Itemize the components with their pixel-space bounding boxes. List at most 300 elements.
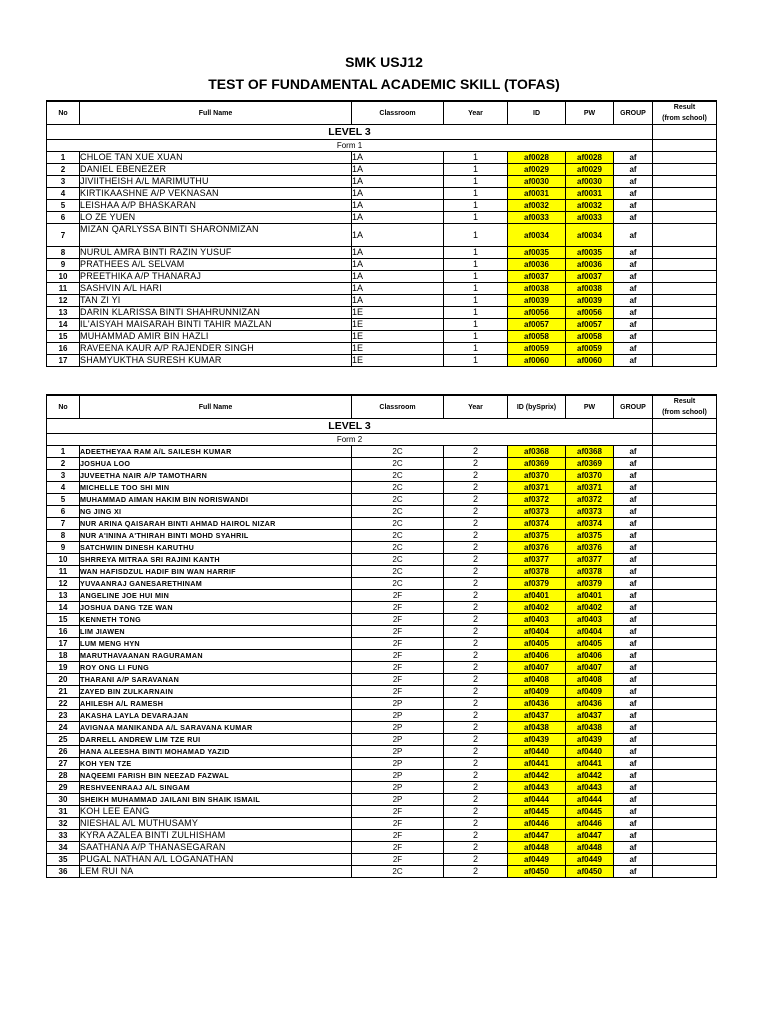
year-cell: 2 <box>444 794 508 806</box>
row-no: 18 <box>47 650 80 662</box>
result-cell <box>653 200 717 212</box>
group-cell: af <box>614 152 653 164</box>
classroom-cell: 2C <box>352 446 444 458</box>
id-cell: af0372 <box>508 494 566 506</box>
id-cell: af0447 <box>508 830 566 842</box>
year-cell: 2 <box>444 830 508 842</box>
table-row <box>47 590 717 602</box>
pw-cell: af0038 <box>566 283 614 295</box>
table-row <box>47 734 717 746</box>
result-blank <box>653 125 717 140</box>
group-cell: af <box>614 614 653 626</box>
header-id: ID <box>508 101 566 125</box>
student-name: MARUTHAVAANAN RAGURAMAN <box>80 650 352 662</box>
year-cell: 2 <box>444 698 508 710</box>
table-row <box>47 319 717 331</box>
result-cell <box>653 295 717 307</box>
table-row <box>47 200 717 212</box>
table-row <box>47 782 717 794</box>
group-cell: af <box>614 164 653 176</box>
classroom-cell: 1A <box>352 188 444 200</box>
classroom-cell: 2P <box>352 734 444 746</box>
row-no: 12 <box>47 295 80 307</box>
header-group: GROUP <box>614 101 653 125</box>
id-cell: af0437 <box>508 710 566 722</box>
row-no: 25 <box>47 734 80 746</box>
group-cell: af <box>614 518 653 530</box>
result-cell <box>653 782 717 794</box>
group-cell: af <box>614 446 653 458</box>
group-cell: af <box>614 818 653 830</box>
table-row <box>47 446 717 458</box>
id-cell: af0407 <box>508 662 566 674</box>
student-name: TAN ZI YI <box>80 295 352 307</box>
table-row <box>47 176 717 188</box>
classroom-cell: 2F <box>352 854 444 866</box>
pw-cell: af0448 <box>566 842 614 854</box>
form-label: Form 1 <box>47 140 653 152</box>
row-no: 14 <box>47 319 80 331</box>
id-cell: af0369 <box>508 458 566 470</box>
student-name: SHEIKH MUHAMMAD JAILANI BIN SHAIK ISMAIL <box>80 794 352 806</box>
year-cell: 1 <box>444 295 508 307</box>
group-cell: af <box>614 686 653 698</box>
student-name: PUGAL NATHAN A/L LOGANATHAN <box>80 854 352 866</box>
row-no: 6 <box>47 506 80 518</box>
result-cell <box>653 319 717 331</box>
student-name: LEISHAA A/P BHASKARAN <box>80 200 352 212</box>
id-cell: af0058 <box>508 331 566 343</box>
year-cell: 2 <box>444 578 508 590</box>
student-name: KENNETH TONG <box>80 614 352 626</box>
classroom-cell: 1A <box>352 247 444 259</box>
classroom-cell: 2C <box>352 518 444 530</box>
student-name: NAQEEMI FARISH BIN NEEZAD FAZWAL <box>80 770 352 782</box>
table-row <box>47 662 717 674</box>
pw-cell: af0401 <box>566 590 614 602</box>
year-cell: 2 <box>444 770 508 782</box>
group-cell: af <box>614 638 653 650</box>
student-name: KOH LEE EANG <box>80 806 352 818</box>
result-cell <box>653 686 717 698</box>
table-row <box>47 602 717 614</box>
table-row <box>47 212 717 224</box>
year-cell: 1 <box>444 224 508 247</box>
year-cell: 2 <box>444 854 508 866</box>
result-cell <box>653 722 717 734</box>
pw-cell: af0447 <box>566 830 614 842</box>
student-name: ANGELINE JOE HUI MIN <box>80 590 352 602</box>
group-cell: af <box>614 770 653 782</box>
pw-cell: af0379 <box>566 578 614 590</box>
id-cell: af0371 <box>508 482 566 494</box>
id-cell: af0448 <box>508 842 566 854</box>
year-cell: 1 <box>444 331 508 343</box>
group-cell: af <box>614 319 653 331</box>
result-cell <box>653 590 717 602</box>
result-cell <box>653 566 717 578</box>
student-name: SHAMYUKTHA SURESH KUMAR <box>80 355 352 367</box>
header-result <box>653 101 717 125</box>
classroom-cell: 1A <box>352 259 444 271</box>
group-cell: af <box>614 343 653 355</box>
table-row <box>47 458 717 470</box>
year-cell: 2 <box>444 494 508 506</box>
id-cell: af0375 <box>508 530 566 542</box>
row-no: 35 <box>47 854 80 866</box>
classroom-cell: 1E <box>352 343 444 355</box>
result-cell <box>653 458 717 470</box>
row-no: 17 <box>47 638 80 650</box>
row-no: 3 <box>47 470 80 482</box>
year-cell: 2 <box>444 530 508 542</box>
table-row <box>47 854 717 866</box>
group-cell: af <box>614 734 653 746</box>
year-cell: 2 <box>444 758 508 770</box>
year-cell: 1 <box>444 212 508 224</box>
classroom-cell: 2F <box>352 614 444 626</box>
student-name: CHLOE TAN XUE XUAN <box>80 152 352 164</box>
id-cell: af0443 <box>508 782 566 794</box>
row-no: 5 <box>47 200 80 212</box>
pw-cell: af0409 <box>566 686 614 698</box>
id-cell: af0445 <box>508 806 566 818</box>
result-cell <box>653 224 717 247</box>
pw-cell: af0039 <box>566 295 614 307</box>
year-cell: 1 <box>444 283 508 295</box>
student-name: NURUL AMRA BINTI RAZIN YUSUF <box>80 247 352 259</box>
result-cell <box>653 470 717 482</box>
pw-cell: af0033 <box>566 212 614 224</box>
table-row <box>47 818 717 830</box>
row-no: 7 <box>47 518 80 530</box>
group-cell: af <box>614 482 653 494</box>
student-name: RAVEENA KAUR A/P RAJENDER SINGH <box>80 343 352 355</box>
group-cell: af <box>614 710 653 722</box>
student-name: PRATHEES A/L SELVAM <box>80 259 352 271</box>
student-name: NIESHAL A/L MUTHUSAMY <box>80 818 352 830</box>
pw-cell: af0028 <box>566 152 614 164</box>
classroom-cell: 2F <box>352 626 444 638</box>
header-result <box>653 395 717 419</box>
classroom-cell: 2P <box>352 710 444 722</box>
pw-cell: af0037 <box>566 271 614 283</box>
year-cell: 2 <box>444 734 508 746</box>
group-cell: af <box>614 283 653 295</box>
id-cell: af0036 <box>508 259 566 271</box>
year-cell: 2 <box>444 626 508 638</box>
result-cell <box>653 746 717 758</box>
table-row <box>47 482 717 494</box>
classroom-cell: 1A <box>352 200 444 212</box>
id-cell: af0439 <box>508 734 566 746</box>
row-no: 17 <box>47 355 80 367</box>
student-name: JIVIITHEISH A/L MARIMUTHU <box>80 176 352 188</box>
classroom-cell: 1A <box>352 164 444 176</box>
group-cell: af <box>614 602 653 614</box>
id-cell: af0368 <box>508 446 566 458</box>
result-cell <box>653 842 717 854</box>
classroom-cell: 1A <box>352 283 444 295</box>
row-no: 30 <box>47 794 80 806</box>
row-no: 12 <box>47 578 80 590</box>
header-no: No <box>47 395 80 419</box>
row-no: 27 <box>47 758 80 770</box>
level-label: LEVEL 3 <box>47 125 653 140</box>
pw-cell: af0060 <box>566 355 614 367</box>
result-cell <box>653 758 717 770</box>
id-cell: af0378 <box>508 566 566 578</box>
test-title: TEST OF FUNDAMENTAL ACADEMIC SKILL (TOFAS) <box>208 76 560 92</box>
table-row <box>47 164 717 176</box>
table-row <box>47 770 717 782</box>
result-blank <box>653 419 717 434</box>
pw-cell: af0445 <box>566 806 614 818</box>
classroom-cell: 2C <box>352 530 444 542</box>
classroom-cell: 2C <box>352 458 444 470</box>
pw-cell: af0408 <box>566 674 614 686</box>
header-result-label: Result <box>673 104 696 111</box>
table-row <box>47 259 717 271</box>
group-cell: af <box>614 355 653 367</box>
result-cell <box>653 734 717 746</box>
year-cell: 1 <box>444 319 508 331</box>
pw-cell: af0404 <box>566 626 614 638</box>
pw-cell: af0059 <box>566 343 614 355</box>
year-cell: 2 <box>444 590 508 602</box>
group-cell: af <box>614 530 653 542</box>
id-cell: af0404 <box>508 626 566 638</box>
classroom-cell: 2P <box>352 698 444 710</box>
row-no: 26 <box>47 746 80 758</box>
id-cell: af0374 <box>508 518 566 530</box>
pw-cell: af0373 <box>566 506 614 518</box>
table-row <box>47 518 717 530</box>
row-no: 13 <box>47 307 80 319</box>
table-row <box>47 355 717 367</box>
year-cell: 2 <box>444 806 508 818</box>
table-row <box>47 686 717 698</box>
id-cell: af0038 <box>508 283 566 295</box>
result-cell <box>653 176 717 188</box>
result-cell <box>653 614 717 626</box>
classroom-cell: 2F <box>352 830 444 842</box>
result-cell <box>653 554 717 566</box>
result-cell <box>653 446 717 458</box>
group-cell: af <box>614 271 653 283</box>
year-cell: 2 <box>444 554 508 566</box>
classroom-cell: 2C <box>352 506 444 518</box>
classroom-cell: 1A <box>352 224 444 247</box>
pw-cell: af0371 <box>566 482 614 494</box>
year-cell: 2 <box>444 482 508 494</box>
id-cell: af0060 <box>508 355 566 367</box>
id-cell: af0030 <box>508 176 566 188</box>
group-cell: af <box>614 307 653 319</box>
pw-cell: af0056 <box>566 307 614 319</box>
result-cell <box>653 355 717 367</box>
group-cell: af <box>614 674 653 686</box>
pw-cell: af0403 <box>566 614 614 626</box>
group-cell: af <box>614 746 653 758</box>
student-name: WAN HAFISDZUL HADIF BIN WAN HARRIF <box>80 566 352 578</box>
result-cell <box>653 271 717 283</box>
student-name: AVIGNAA MANIKANDA A/L SARAVANA KUMAR <box>80 722 352 734</box>
id-cell: af0033 <box>508 212 566 224</box>
group-cell: af <box>614 626 653 638</box>
pw-cell: af0406 <box>566 650 614 662</box>
student-name: NG JING XI <box>80 506 352 518</box>
group-cell: af <box>614 782 653 794</box>
table-row <box>47 806 717 818</box>
row-no: 10 <box>47 271 80 283</box>
table-row <box>47 746 717 758</box>
id-cell: af0450 <box>508 866 566 878</box>
group-cell: af <box>614 470 653 482</box>
table-row <box>47 830 717 842</box>
classroom-cell: 1A <box>352 212 444 224</box>
row-no: 3 <box>47 176 80 188</box>
group-cell: af <box>614 842 653 854</box>
pw-cell: af0368 <box>566 446 614 458</box>
row-no: 4 <box>47 482 80 494</box>
result-cell <box>653 662 717 674</box>
student-name: SAATHANA A/P THANASEGARAN <box>80 842 352 854</box>
table-row <box>47 152 717 164</box>
result-cell <box>653 818 717 830</box>
student-name: HANA ALEESHA BINTI MOHAMAD YAZID <box>80 746 352 758</box>
id-cell: af0379 <box>508 578 566 590</box>
student-name: PREETHIKA A/P THANARAJ <box>80 271 352 283</box>
id-cell: af0442 <box>508 770 566 782</box>
id-cell: af0405 <box>508 638 566 650</box>
student-name: AKASHA LAYLA DEVARAJAN <box>80 710 352 722</box>
student-name: MIZAN QARLYSSA BINTI SHARONMIZAN <box>80 224 352 247</box>
pw-cell: af0449 <box>566 854 614 866</box>
header-result-sub: (from school) <box>662 409 707 416</box>
row-no: 4 <box>47 188 80 200</box>
pw-cell: af0029 <box>566 164 614 176</box>
row-no: 5 <box>47 494 80 506</box>
classroom-cell: 1E <box>352 319 444 331</box>
group-cell: af <box>614 458 653 470</box>
row-no: 2 <box>47 458 80 470</box>
result-cell <box>653 506 717 518</box>
group-cell: af <box>614 200 653 212</box>
table-row <box>47 674 717 686</box>
classroom-cell: 2F <box>352 650 444 662</box>
form-label: Form 2 <box>47 434 653 446</box>
row-no: 16 <box>47 343 80 355</box>
group-cell: af <box>614 578 653 590</box>
group-cell: af <box>614 854 653 866</box>
id-cell: af0377 <box>508 554 566 566</box>
year-cell: 2 <box>444 566 508 578</box>
result-cell <box>653 212 717 224</box>
table-row <box>47 494 717 506</box>
row-no: 29 <box>47 782 80 794</box>
student-name: ZAYED BIN ZULKARNAIN <box>80 686 352 698</box>
pw-cell: af0439 <box>566 734 614 746</box>
student-name: MUHAMMAD AIMAN HAKIM BIN NORISWANDI <box>80 494 352 506</box>
student-name: IL'AISYAH MAISARAH BINTI TAHIR MAZLAN <box>80 319 352 331</box>
header-full-name: Full Name <box>80 101 352 125</box>
id-cell: af0035 <box>508 247 566 259</box>
row-no: 34 <box>47 842 80 854</box>
pw-cell: af0407 <box>566 662 614 674</box>
pw-cell: af0375 <box>566 530 614 542</box>
row-no: 23 <box>47 710 80 722</box>
id-cell: af0032 <box>508 200 566 212</box>
row-no: 6 <box>47 212 80 224</box>
pw-cell: af0030 <box>566 176 614 188</box>
classroom-cell: 2C <box>352 470 444 482</box>
header-pw: PW <box>566 101 614 125</box>
table-row <box>47 710 717 722</box>
pw-cell: af0438 <box>566 722 614 734</box>
pw-cell: af0450 <box>566 866 614 878</box>
id-cell: af0029 <box>508 164 566 176</box>
id-cell: af0039 <box>508 295 566 307</box>
id-cell: af0409 <box>508 686 566 698</box>
pw-cell: af0370 <box>566 470 614 482</box>
result-cell <box>653 674 717 686</box>
year-cell: 2 <box>444 842 508 854</box>
row-no: 15 <box>47 331 80 343</box>
classroom-cell: 2P <box>352 746 444 758</box>
student-name: AHILESH A/L RAMESH <box>80 698 352 710</box>
classroom-cell: 1E <box>352 331 444 343</box>
table-row <box>47 542 717 554</box>
group-cell: af <box>614 542 653 554</box>
pw-cell: af0058 <box>566 331 614 343</box>
table-row <box>47 794 717 806</box>
result-cell <box>653 650 717 662</box>
classroom-cell: 1A <box>352 176 444 188</box>
year-cell: 2 <box>444 506 508 518</box>
classroom-cell: 1E <box>352 307 444 319</box>
group-cell: af <box>614 722 653 734</box>
classroom-cell: 2F <box>352 590 444 602</box>
group-cell: af <box>614 494 653 506</box>
classroom-cell: 1A <box>352 271 444 283</box>
classroom-cell: 2F <box>352 686 444 698</box>
year-cell: 1 <box>444 271 508 283</box>
result-cell <box>653 578 717 590</box>
header-result-sub: (from school) <box>662 115 707 122</box>
result-cell <box>653 542 717 554</box>
id-cell: af0056 <box>508 307 566 319</box>
id-cell: af0444 <box>508 794 566 806</box>
id-cell: af0438 <box>508 722 566 734</box>
id-cell: af0034 <box>508 224 566 247</box>
table-row <box>47 530 717 542</box>
id-cell: af0057 <box>508 319 566 331</box>
school-title: SMK USJ12 <box>345 54 423 70</box>
group-cell: af <box>614 295 653 307</box>
result-cell <box>653 830 717 842</box>
year-cell: 2 <box>444 722 508 734</box>
result-cell <box>653 794 717 806</box>
student-name: DANIEL EBENEZER <box>80 164 352 176</box>
row-no: 16 <box>47 626 80 638</box>
student-name: JOSHUA DANG TZE WAN <box>80 602 352 614</box>
result-cell <box>653 806 717 818</box>
header-classroom: Classroom <box>352 395 444 419</box>
result-cell <box>653 530 717 542</box>
group-cell: af <box>614 506 653 518</box>
id-cell: af0403 <box>508 614 566 626</box>
